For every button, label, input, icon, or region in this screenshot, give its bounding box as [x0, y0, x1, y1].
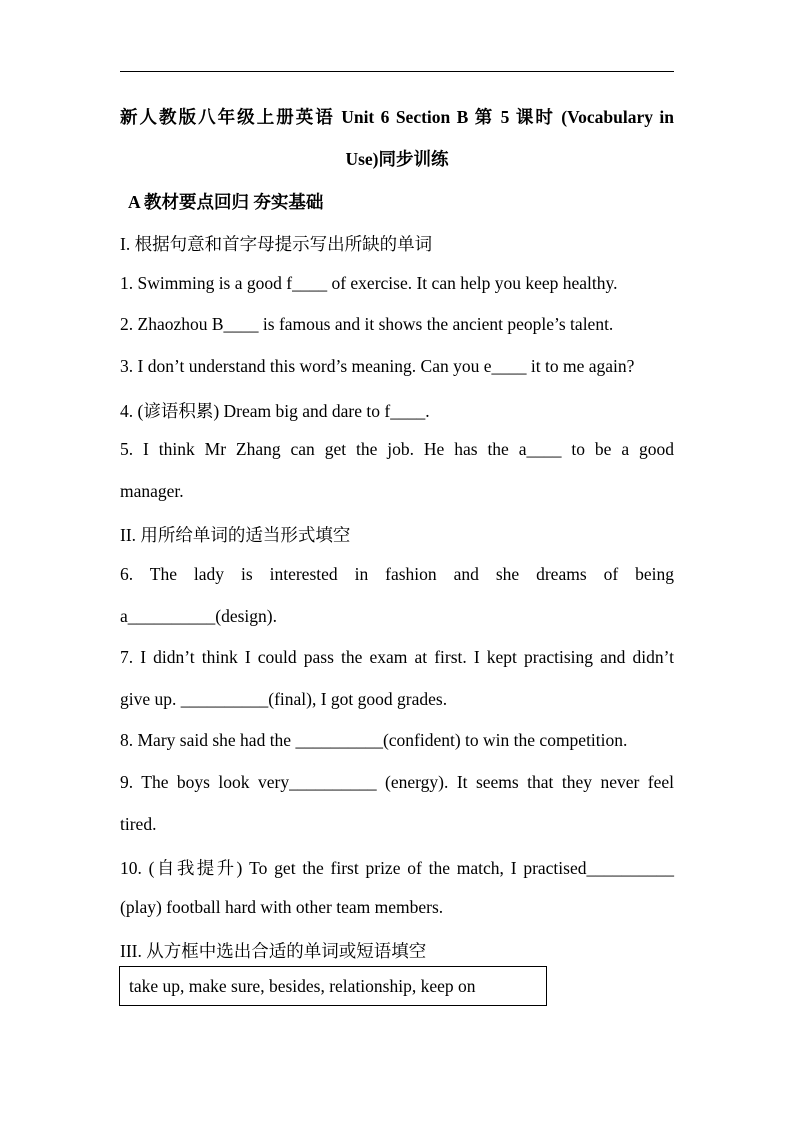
question-5-continued: manager.	[120, 481, 184, 501]
title-line-2: Use)同步训练	[345, 149, 449, 169]
section-a-heading: A 教材要点回归 夯实基础	[128, 192, 324, 212]
question-3: 3. I don’t understand this word’s meaning. Can you e____ it to me again?	[120, 356, 635, 376]
question-10-continued: (play) football hard with other team members.	[120, 897, 444, 917]
part-2-heading: II. 用所给单词的适当形式填空	[120, 525, 351, 545]
question-9-continued: tired.	[120, 814, 157, 834]
question-5: 5. I think Mr Zhang can get the job. He has the a____ to be a good	[120, 439, 674, 459]
page-title	[120, 96, 674, 180]
question-4: 4. (谚语积累) Dream big and dare to f____.	[120, 401, 430, 421]
question-9: 9. The boys look very__________ (energy). It seems that they never feel	[120, 772, 674, 792]
part-1-heading: I. 根据句意和首字母提示写出所缺的单词	[120, 234, 433, 254]
title-line-1: 新人教版八年级上册英语 Unit 6 Section B 第 5 课时 (Vocabulary in	[120, 107, 674, 127]
part-3-heading: III. 从方框中选出合适的单词或短语填空	[120, 941, 427, 961]
header-rule	[120, 71, 674, 72]
word-box	[119, 966, 547, 1006]
question-7: 7. I didn’t think I could pass the exam at first. I kept practising and didn’t	[120, 647, 674, 667]
question-6: 6. The lady is interested in fashion and she dreams of being	[120, 564, 674, 584]
question-8: 8. Mary said she had the __________(confident) to win the competition.	[120, 730, 628, 750]
question-7-continued: give up. __________(final), I got good grades.	[120, 689, 448, 709]
question-1: 1. Swimming is a good f____ of exercise. It can help you keep healthy.	[120, 273, 618, 293]
question-10: 10. (自我提升) To get the first prize of the match, I practised__________	[120, 858, 674, 878]
question-6-continued: a__________(design).	[120, 606, 277, 626]
word-box-text: take up, make sure, besides, relationship, keep on	[129, 976, 476, 996]
question-2: 2. Zhaozhou B____ is famous and it shows the ancient people’s talent.	[120, 314, 614, 334]
